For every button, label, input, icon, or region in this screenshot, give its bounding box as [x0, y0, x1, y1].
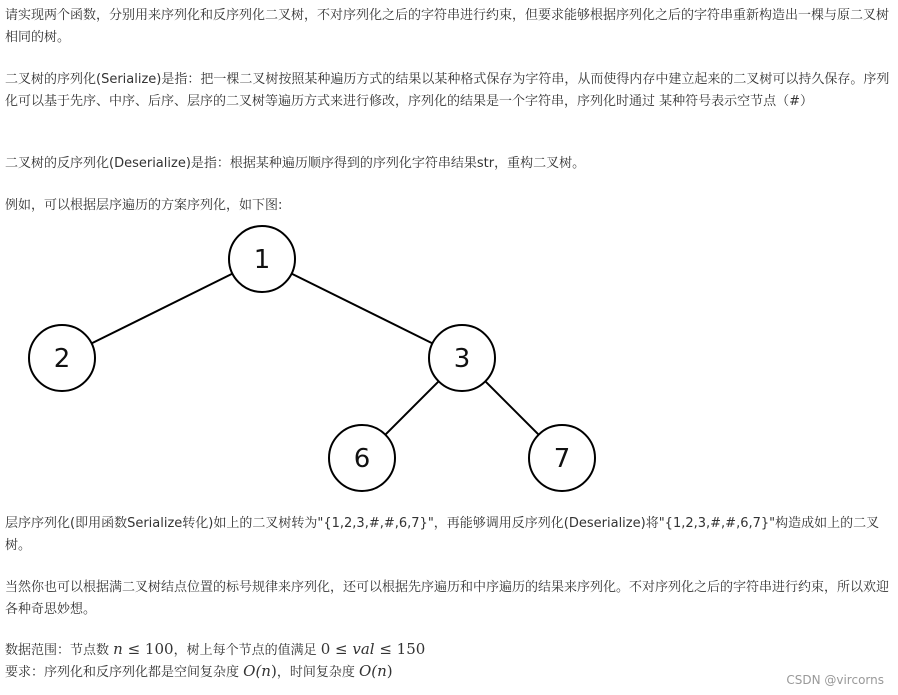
tree-node-label: 6: [353, 444, 371, 474]
tree-node-3: [429, 325, 495, 391]
requirement-line: [5, 661, 893, 683]
range-mid: ，树上每个节点的值满足: [173, 643, 321, 658]
range-prefix: 数据范围：节点数: [5, 643, 114, 658]
binary-tree-svg: [0, 222, 898, 512]
tree-edge-n3-n7: [485, 381, 538, 434]
req-space-o: O(: [243, 662, 262, 680]
tree-node-6: [329, 425, 395, 491]
tree-node-2: [29, 325, 95, 391]
range-n-var: n: [113, 640, 123, 658]
tree-node-label: 3: [453, 344, 471, 374]
range-val-post: ≤ 150: [374, 640, 426, 658]
range-val-var: val: [352, 640, 375, 658]
tree-edge-n1-n2: [92, 274, 233, 344]
req-time-o: O(: [358, 662, 378, 680]
req-time-math: [359, 662, 393, 680]
range-val-pre: 0 ≤: [320, 640, 353, 658]
data-range-line: [5, 639, 893, 661]
range-val-math: [321, 640, 426, 658]
tree-node-label: 7: [553, 444, 571, 474]
req-space-math: [243, 662, 277, 680]
level-order-paragraph: 层序序列化(即用函数Serialize转化)如上的二叉树转为"{1,2,3,#,#,6,7}"，再能够调用反序列化(Deserialize)将"{1,2,3,#,#,6,7}"构造成如上的二叉树。: [5, 516, 880, 553]
req-time-close: ): [386, 662, 393, 680]
tree-node-1: [229, 226, 295, 292]
req-space-n: n: [261, 662, 271, 680]
tree-node-label: 2: [53, 344, 71, 374]
tree-node-7: [529, 425, 595, 491]
req-mid: ，时间复杂度: [276, 665, 359, 680]
req-time-n: n: [377, 662, 387, 680]
tree-node-label: 1: [253, 245, 271, 275]
range-n-rel: ≤ 100: [122, 640, 174, 658]
csdn-watermark: CSDN @vircorns: [786, 673, 884, 687]
tree-edge-n1-n3: [292, 274, 433, 344]
deserialize-definition-paragraph: 二叉树的反序列化(Deserialize)是指：根据某种遍历顺序得到的序列化字符串结果str，重构二叉树。: [5, 156, 586, 171]
req-space-close: ): [270, 662, 277, 680]
serialize-definition-paragraph: 二叉树的序列化(Serialize)是指：把一棵二叉树按照某种遍历方式的结果以某种格式保存为字符串，从而使得内存中建立起来的二叉树可以持久保存。序列化可以基于先序、中序、后序、层序的二叉树等遍历方式来进行修改，序列化的结果是一个字符串，序列化时通过 某种符号表示空节点（#）: [5, 72, 890, 109]
req-prefix: 要求：序列化和反序列化都是空间复杂度: [5, 665, 244, 680]
example-paragraph: 例如，可以根据层序遍历的方案序列化，如下图:: [5, 198, 283, 213]
intro-paragraph: 请实现两个函数，分别用来序列化和反序列化二叉树，不对序列化之后的字符串进行约束，但要求能够根据序列化之后的字符串重新构造出一棵与原二叉树相同的树。: [5, 8, 890, 45]
tree-edge-n3-n6: [385, 381, 438, 434]
binary-tree-figure: [0, 222, 898, 512]
other-methods-paragraph: 当然你也可以根据满二叉树结点位置的标号规律来序列化，还可以根据先序遍历和中序遍历的结果来序列化。不对序列化之后的字符串进行约束，所以欢迎各种奇思妙想。: [5, 580, 890, 617]
range-n-math: [113, 640, 173, 658]
